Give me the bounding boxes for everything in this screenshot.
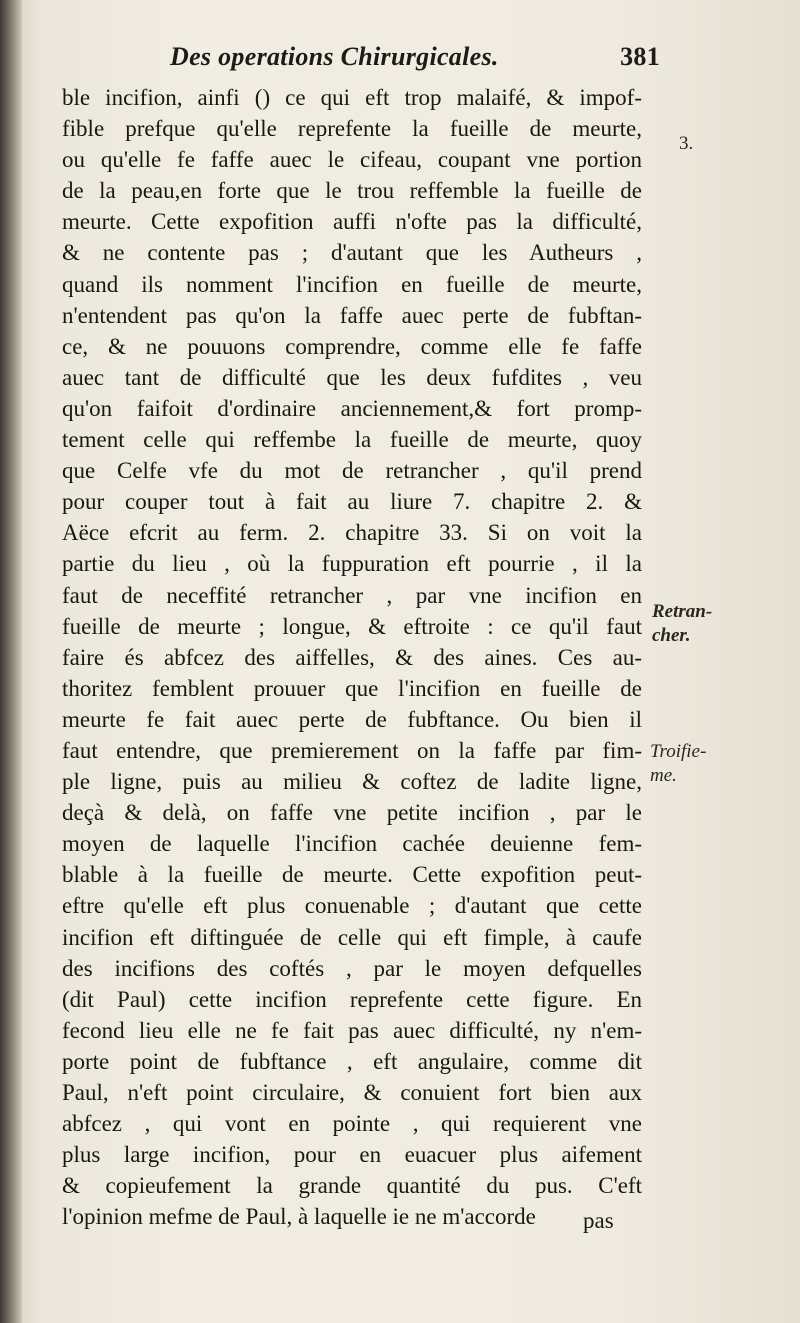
text-line: quand ils nomment l'incifion en fueille de meurte, — [62, 271, 642, 297]
text-line: blable à la fueille de meurte. Cette expofition peut- — [62, 862, 642, 888]
running-title: Des operations Chirurgicales. — [170, 42, 499, 71]
text-line: de la peau,en forte que le trou reffemble la fueille de — [62, 178, 642, 204]
text-line: (dit Paul) cette incifion reprefente cette figure. En — [62, 986, 642, 1012]
text-line: ce, & ne pouuons comprendre, comme elle fe faffe — [62, 333, 642, 359]
text-line: des incifions des coftés , par le moyen defquelles — [62, 955, 642, 981]
text-line: Paul, n'eft point circulaire, & conuient fort bien aux — [62, 1080, 642, 1105]
text-line: pour couper tout à fait au liure 7. chapitre 2. & — [62, 489, 642, 515]
text-line: thoritez femblent prouuer que l'incifion en fueille de — [62, 675, 642, 701]
text-line: eftre qu'elle eft plus conuenable ; d'autant que cette — [62, 893, 642, 919]
text-line: tement celle qui reffembe la fueille de meurte, quoy — [62, 427, 642, 453]
text-line: faut de neceffité retrancher , par vne incifion en — [62, 582, 642, 608]
body-text — [62, 82, 642, 1232]
page-binding-edge — [0, 0, 22, 1323]
text-line: Aëce efcrit au ferm. 2. chapitre 33. Si on voit la — [62, 520, 642, 546]
text-line: abfcez , qui vont en pointe , qui requierent vne — [62, 1111, 642, 1137]
text-line: ple ligne, puis au milieu & coftez de ladite ligne, — [62, 769, 642, 795]
text-line: fible prefque qu'elle reprefente la fueille de meurte, — [62, 116, 642, 142]
text-line: ou qu'elle fe faffe auec le cifeau, coupant vne portion — [62, 147, 642, 173]
text-line: meurte fe fait auec perte de fubftance. Ou bien il — [62, 706, 642, 732]
text-line: faire és abfcez des aiffelles, & des aines. Ces au- — [62, 644, 642, 670]
margin-note-retrancher: Retran- cher. — [652, 601, 713, 646]
text-line: qu'on faifoit d'ordinaire anciennement,& fort promp- — [62, 395, 642, 421]
text-line: incifion eft diftinguée de celle qui eft fimple, à caufe — [62, 924, 642, 950]
text-line: & copieufement la grande quantité du pus. C'eft — [62, 1173, 642, 1199]
text-line: faut entendre, que premierement on la faffe par fim- — [62, 737, 642, 763]
text-line: porte point de fubftance , eft angulaire, comme dit — [62, 1048, 642, 1074]
text-line: que Celfe vfe du mot de retrancher , qu'il prend — [62, 458, 642, 484]
text-line: deçà & delà, on faffe vne petite incifion , par le — [62, 800, 642, 826]
margin-note-troisieme: Troifie- me. — [650, 741, 707, 786]
text-line: meurte. Cette expofition auffi n'ofte pas la difficulté, — [62, 209, 642, 235]
text-line: auec tant de difficulté que les deux fufdites , veu — [62, 364, 642, 390]
text-line: plus large incifion, pour en euacuer plus aifement — [62, 1142, 642, 1168]
text-line: fueille de meurte ; longue, & eftroite : ce qu'il faut — [62, 613, 642, 639]
text-line: moyen de laquelle l'incifion cachée deuienne fem- — [62, 831, 642, 857]
page-number: 381 — [620, 42, 660, 71]
text-line: partie du lieu , où la fuppuration eft pourrie , il la — [62, 551, 642, 577]
catchword: pas — [583, 1208, 614, 1233]
text-line: fecond lieu elle ne fe fait pas auec difficulté, ny n'em- — [62, 1017, 642, 1043]
running-header — [170, 42, 660, 82]
margin-note-number: 3. — [679, 133, 694, 154]
text-line: n'entendent pas qu'on la faffe auec perte de fubftan- — [62, 302, 642, 328]
text-line: & ne contente pas ; d'autant que les Autheurs , — [62, 240, 642, 266]
text-line: l'opinion mefme de Paul, à laquelle ie ne m'accorde — [62, 1204, 536, 1230]
text-line: ble incifion, ainfi () ce qui eft trop malaifé, & impof- — [62, 85, 642, 110]
